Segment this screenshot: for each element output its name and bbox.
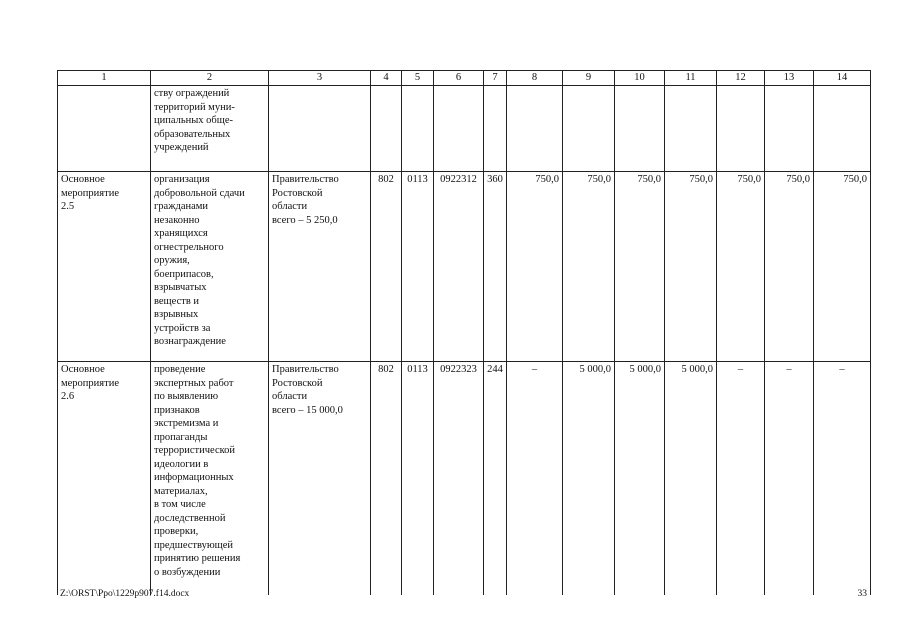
amount-cell: 5 000,0 xyxy=(665,362,717,595)
amount-cell xyxy=(507,86,563,172)
amount-cell: 750,0 xyxy=(814,172,871,362)
code-cell: 802 xyxy=(371,362,402,595)
col-header: 13 xyxy=(765,71,814,86)
amount-cell: – xyxy=(717,362,765,595)
table-row xyxy=(58,86,871,172)
col-header: 12 xyxy=(717,71,765,86)
code-cell: 0113 xyxy=(402,172,434,362)
page-number: 33 xyxy=(857,589,867,599)
code-cell xyxy=(402,86,434,172)
col-header: 4 xyxy=(371,71,402,86)
table-row xyxy=(58,362,871,595)
activity-description-cell: организация добровольной сдачи гражданами незаконно хранящихся огнестрельного оружия, боеприпасов, взрывчатых веществ и взрывных устройств за вознаграждение xyxy=(151,172,269,362)
amount-cell xyxy=(665,86,717,172)
col-header: 1 xyxy=(58,71,151,86)
col-header: 8 xyxy=(507,71,563,86)
table-row xyxy=(58,172,871,362)
executor-cell: Правительство Ростовской области всего – 5 250,0 xyxy=(269,172,371,362)
amount-cell xyxy=(563,86,615,172)
col-header: 9 xyxy=(563,71,615,86)
amount-cell: 750,0 xyxy=(665,172,717,362)
activity-name-cell: Основное мероприятие 2.6 xyxy=(58,362,151,595)
code-cell: 0922323 xyxy=(434,362,484,595)
code-cell: 360 xyxy=(484,172,507,362)
amount-cell: 750,0 xyxy=(717,172,765,362)
amount-cell: 5 000,0 xyxy=(563,362,615,595)
col-header: 10 xyxy=(615,71,665,86)
col-header: 5 xyxy=(402,71,434,86)
file-path: Z:\ORST\Ppo\1229p907.f14.docx xyxy=(60,589,190,599)
activity-description-cell: ству ограждений территорий муни- ципальных обще- образовательных учреждений xyxy=(151,86,269,172)
amount-cell: 750,0 xyxy=(563,172,615,362)
col-header: 6 xyxy=(434,71,484,86)
header-row xyxy=(58,71,871,86)
col-header: 2 xyxy=(151,71,269,86)
code-cell xyxy=(484,86,507,172)
amount-cell: – xyxy=(814,362,871,595)
amount-cell: – xyxy=(765,362,814,595)
code-cell: 0922312 xyxy=(434,172,484,362)
amount-cell: 5 000,0 xyxy=(615,362,665,595)
code-cell: 802 xyxy=(371,172,402,362)
code-cell xyxy=(371,86,402,172)
activity-name-cell xyxy=(58,86,151,172)
activity-name-cell: Основное мероприятие 2.5 xyxy=(58,172,151,362)
code-cell: 244 xyxy=(484,362,507,595)
budget-table xyxy=(57,70,871,595)
col-header: 3 xyxy=(269,71,371,86)
amount-cell xyxy=(765,86,814,172)
amount-cell: – xyxy=(507,362,563,595)
amount-cell xyxy=(717,86,765,172)
activity-description-cell: проведение экспертных работ по выявлению признаков экстремизма и пропаганды террористической идеологии в информационных материалах, в том числе доследственной проверки, предшествующей принятию решения о возбуждении xyxy=(151,362,269,595)
executor-cell xyxy=(269,86,371,172)
amount-cell xyxy=(814,86,871,172)
amount-cell xyxy=(615,86,665,172)
code-cell: 0113 xyxy=(402,362,434,595)
col-header: 11 xyxy=(665,71,717,86)
amount-cell: 750,0 xyxy=(615,172,665,362)
col-header: 14 xyxy=(814,71,871,86)
executor-cell: Правительство Ростовской области всего – 15 000,0 xyxy=(269,362,371,595)
code-cell xyxy=(434,86,484,172)
amount-cell: 750,0 xyxy=(765,172,814,362)
col-header: 7 xyxy=(484,71,507,86)
amount-cell: 750,0 xyxy=(507,172,563,362)
